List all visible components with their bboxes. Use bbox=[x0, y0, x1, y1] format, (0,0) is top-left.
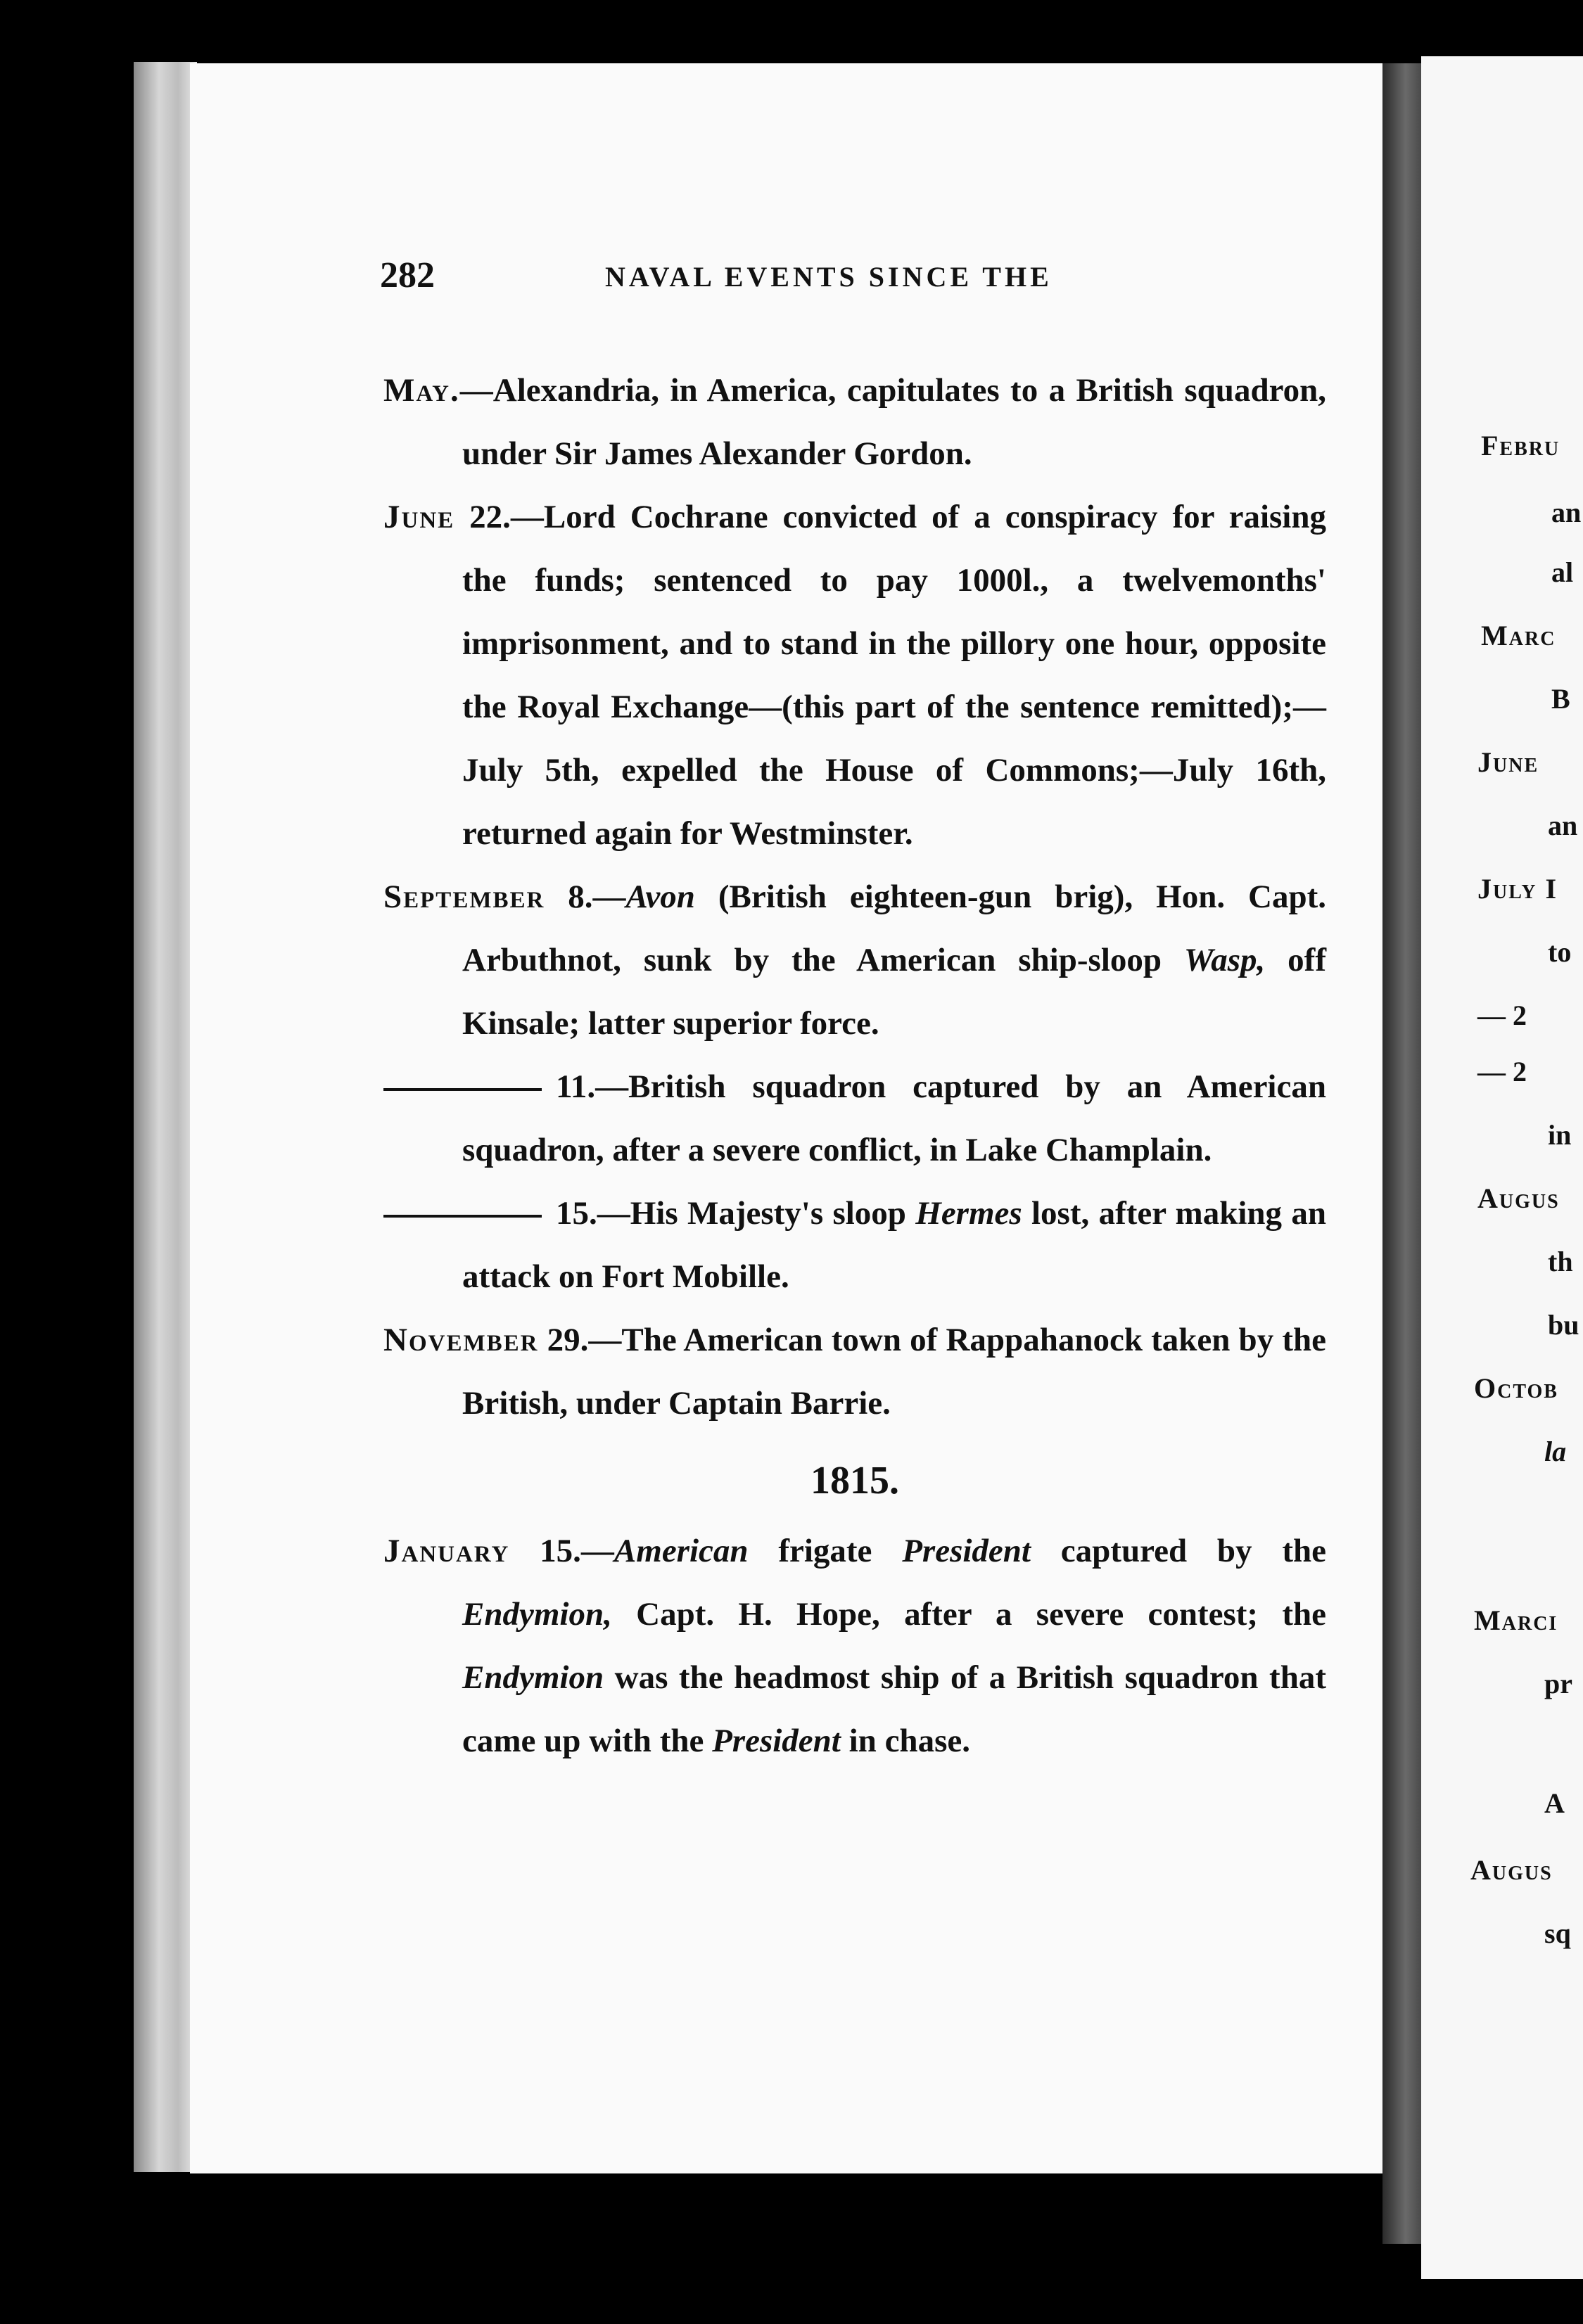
fragment: Octob bbox=[1474, 1372, 1558, 1404]
running-head: NAVAL EVENTS SINCE THE bbox=[605, 261, 1053, 293]
fragment: Augus bbox=[1470, 1854, 1553, 1886]
entry-text: 15.—His Majesty's sloop bbox=[556, 1195, 916, 1232]
ship-name: President bbox=[902, 1533, 1031, 1569]
fragment: an bbox=[1548, 810, 1578, 841]
ship-name: Hermes bbox=[915, 1195, 1022, 1232]
entry-text: 22.—Lord Cochrane convicted of a conspiracy for raising the funds; sentenced to pay 1000l., a twelvemonths' imprisonment, and to stand in the pillory one hour, opposite the Royal Exchange—(this part of the sentence remitted);—July 5th, expelled the House of Commons;—July 16th, returned again for Westminster. bbox=[454, 499, 1326, 852]
entry-june bbox=[383, 485, 1326, 865]
ship-name: Endymion, bbox=[462, 1596, 612, 1633]
entry-label: January bbox=[383, 1533, 510, 1569]
entry-november bbox=[383, 1308, 1326, 1435]
entry-september-15 bbox=[383, 1182, 1326, 1308]
year-heading: 1815. bbox=[810, 1459, 899, 1502]
fragment: to bbox=[1548, 936, 1572, 968]
main-text bbox=[383, 359, 1326, 1773]
entry-may bbox=[383, 359, 1326, 485]
entry-text: (British eighteen-gun brig), Hon. Capt. Arbuthnot, sunk by the American ship-sloop bbox=[462, 879, 1327, 978]
ship-name: President bbox=[712, 1723, 841, 1759]
fragment: th bbox=[1548, 1246, 1573, 1277]
entry-text: —Alexandria, in America, capitulates to a British squadron, under Sir James Alexander Gordon. bbox=[459, 372, 1326, 472]
entry-text: off Kinsale; latter superior force. bbox=[462, 942, 1326, 1042]
fragment: July I bbox=[1477, 873, 1558, 905]
entry-label: November bbox=[383, 1322, 539, 1358]
facing-page bbox=[1421, 56, 1583, 2279]
ditto-dash bbox=[383, 1088, 542, 1091]
entry-text: 8.— bbox=[545, 879, 626, 915]
ship-name: American bbox=[614, 1533, 749, 1569]
fragment: — 2 bbox=[1477, 1056, 1527, 1087]
page-edge bbox=[134, 62, 197, 2172]
fragment: an bbox=[1551, 497, 1582, 528]
book-gutter bbox=[1382, 63, 1421, 2244]
entry-text: lost, after making an attack on Fort Mobille. bbox=[462, 1195, 1326, 1295]
entry-text: Capt. H. Hope, after a severe contest; the bbox=[611, 1596, 1326, 1633]
entry-text: 29.—The American town of Rappahanock taken by the British, under Captain Barrie. bbox=[462, 1322, 1326, 1422]
fragment: in bbox=[1548, 1119, 1572, 1151]
fragment: Marc bbox=[1481, 620, 1556, 651]
fragment: Marci bbox=[1474, 1604, 1558, 1636]
fragment: B bbox=[1551, 683, 1570, 715]
fragment: pr bbox=[1544, 1668, 1572, 1699]
entry-text: 11.—British squadron captured by an American squadron, after a severe conflict, in Lake Champlain. bbox=[462, 1068, 1326, 1168]
ship-name: Avon bbox=[625, 879, 695, 915]
fragment: sq bbox=[1544, 1917, 1571, 1949]
fragment: June bbox=[1477, 746, 1539, 778]
fragment: — 2 bbox=[1477, 1000, 1527, 1031]
entry-text: frigate bbox=[748, 1533, 903, 1569]
ship-name: Wasp, bbox=[1183, 942, 1266, 978]
entry-text: in chase. bbox=[840, 1723, 970, 1759]
page-number: 282 bbox=[380, 255, 435, 295]
fragment: bu bbox=[1548, 1309, 1579, 1341]
entry-label: May. bbox=[383, 372, 460, 409]
fragment: Febru bbox=[1481, 430, 1560, 461]
fragment: A bbox=[1544, 1787, 1565, 1819]
entry-january bbox=[383, 1519, 1326, 1773]
entry-september-11 bbox=[383, 1055, 1326, 1182]
entry-text: 15.— bbox=[509, 1533, 614, 1569]
fragment: la bbox=[1544, 1436, 1567, 1467]
ship-name: Endymion bbox=[462, 1659, 604, 1696]
entry-text: captured by the bbox=[1031, 1533, 1326, 1569]
entry-label: September bbox=[383, 879, 545, 915]
entry-label: June bbox=[383, 499, 455, 535]
fragment: Augus bbox=[1477, 1182, 1560, 1214]
fragment: al bbox=[1551, 556, 1574, 588]
entry-september bbox=[383, 865, 1326, 1055]
ditto-dash bbox=[383, 1215, 542, 1218]
entry-text: was the headmost ship of a British squadron that came up with the bbox=[462, 1659, 1326, 1759]
